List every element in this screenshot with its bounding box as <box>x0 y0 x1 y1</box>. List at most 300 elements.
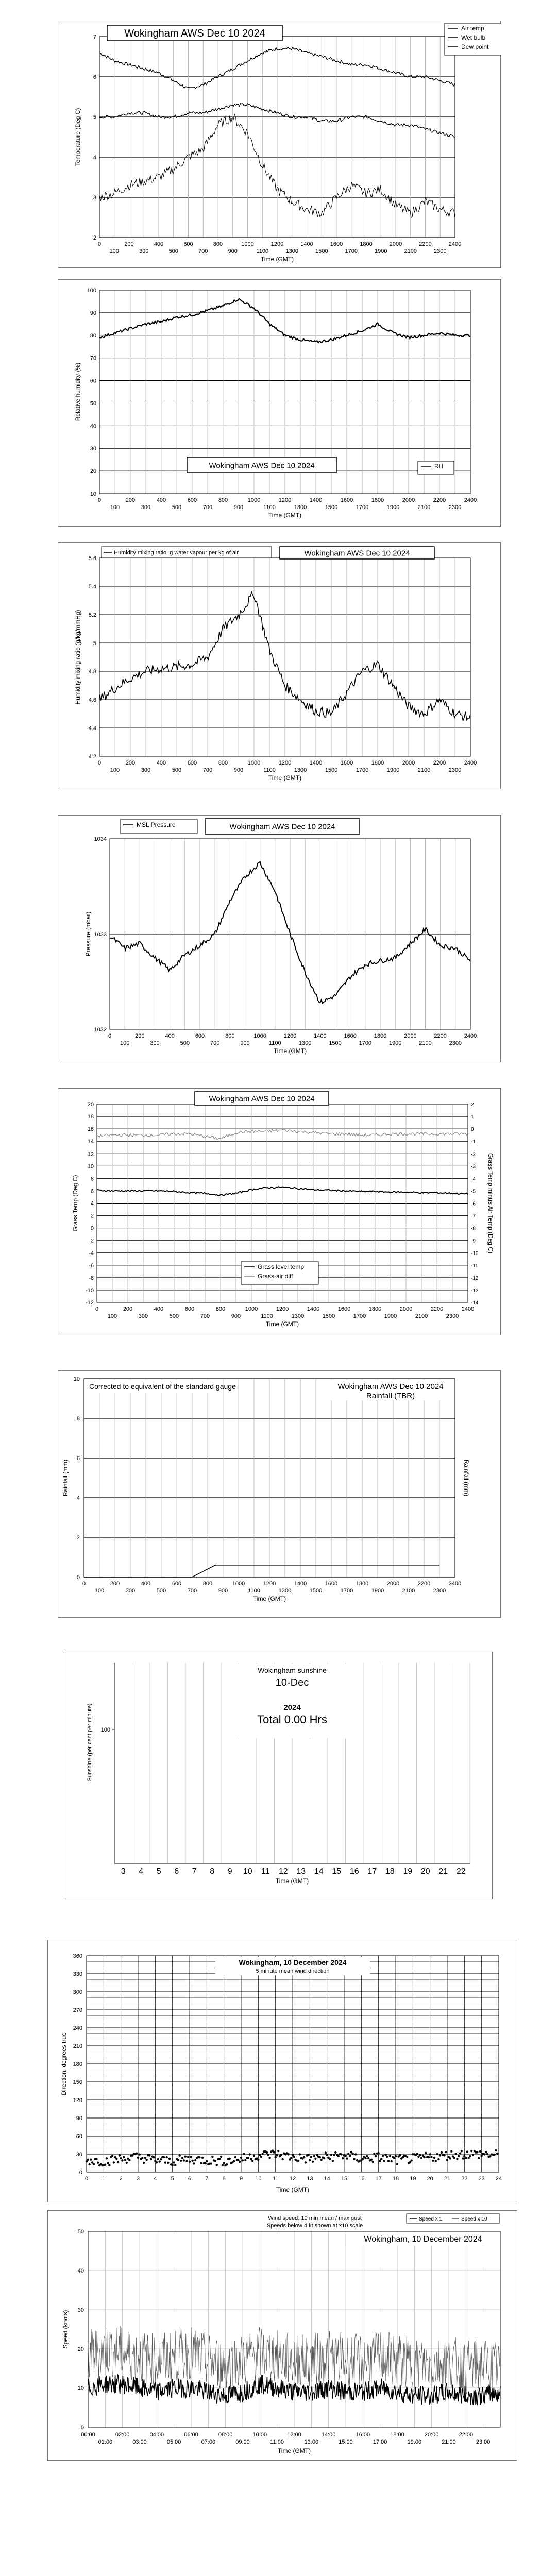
x-tick-label: 2200 <box>434 1033 447 1039</box>
chart-header: Wind speed: 10 min mean / max gust <box>268 2215 362 2222</box>
wind-direction-point <box>323 2157 325 2159</box>
wind-direction-point <box>183 2159 185 2161</box>
x-axis-label: Time (GMT) <box>273 1047 307 1055</box>
wind-direction-point <box>87 2159 89 2161</box>
wind-direction-point <box>153 2156 155 2158</box>
wind-direction-point <box>185 2160 188 2162</box>
x-tick-label: 2000 <box>404 1033 417 1039</box>
wind-direction-point <box>463 2155 465 2157</box>
x-tick-label: 10 <box>243 1867 252 1876</box>
wind-direction-point <box>495 2149 497 2151</box>
x-tick-label: 1000 <box>245 1306 258 1312</box>
wind-direction-point <box>297 2160 299 2162</box>
wind-direction-point <box>201 2157 204 2159</box>
wind-direction-point <box>156 2161 158 2163</box>
x-tick-label: 2000 <box>389 241 402 247</box>
x-tick-label: 0 <box>95 1306 99 1312</box>
wind-direction-point <box>362 2158 364 2160</box>
wind-direction-point <box>281 2158 283 2160</box>
legend-label: Speed x 1 <box>419 2216 443 2222</box>
wind-direction-point <box>373 2153 375 2155</box>
wind-direction-point <box>310 2156 312 2158</box>
y-right-tick-label: 0 <box>471 1127 474 1133</box>
wind-direction-point <box>260 2156 262 2158</box>
wind-direction-point <box>445 2151 447 2153</box>
x-tick-label: 0 <box>97 497 102 503</box>
y-tick-label: 30 <box>76 2151 82 2158</box>
x-axis-label: Time (GMT) <box>275 1877 309 1885</box>
wind-direction-point <box>111 2155 113 2157</box>
chart-year: 2024 <box>283 1703 301 1712</box>
wind-direction-point <box>456 2158 458 2160</box>
y-tick-label: 1032 <box>94 1027 107 1033</box>
x-tick-label: 4 <box>154 2176 157 2182</box>
wind-direction-point <box>299 2153 301 2155</box>
grass-temp-chart <box>58 1088 501 1335</box>
wind-direction-point <box>229 2158 231 2160</box>
x-tick-label: 1400 <box>314 1033 327 1039</box>
wind-direction-point <box>164 2161 166 2163</box>
wind-direction-point <box>198 2156 200 2158</box>
wind-direction-point <box>430 2156 432 2158</box>
wind-direction-point <box>333 2154 335 2156</box>
wind-direction-point <box>141 2157 143 2159</box>
y-tick-label: 330 <box>73 1971 82 1977</box>
x-tick-label: 1800 <box>368 1306 382 1312</box>
y-tick-label: 60 <box>90 378 96 384</box>
x-tick-label: 700 <box>202 767 213 773</box>
x-tick-label: 2300 <box>448 767 462 773</box>
wind-direction-point <box>449 2157 451 2159</box>
x-axis-label: Time (GMT) <box>252 1595 286 1602</box>
wind-direction-point <box>389 2155 391 2157</box>
y-axis-label: Speed (knots) <box>62 2310 69 2349</box>
wind-direction-point <box>139 2153 141 2155</box>
wind-direction-point <box>165 2156 167 2158</box>
x-tick-label: 1200 <box>270 241 284 247</box>
wind-direction-point <box>391 2160 393 2162</box>
wind-direction-point <box>329 2158 331 2160</box>
x-tick-label: 7 <box>192 1867 197 1876</box>
x-tick-label: 14 <box>314 1867 324 1876</box>
wind-speed-chart <box>47 2210 517 2461</box>
wind-direction-point <box>309 2159 311 2161</box>
x-tick-label: 05:00 <box>166 2439 181 2445</box>
chart-title: Wokingham AWS Dec 10 2024 <box>209 461 315 470</box>
x-tick-label: 900 <box>240 1040 250 1046</box>
wind-direction-point <box>216 2164 218 2166</box>
x-axis-label: Time (GMT) <box>268 512 302 519</box>
sunshine-svg <box>65 1652 493 1900</box>
wind-direction-point <box>409 2161 411 2163</box>
y-tick-label: 100 <box>87 287 96 294</box>
x-tick-label: 2200 <box>430 1306 444 1312</box>
legend-label: Grass level temp <box>258 1263 305 1270</box>
wind-direction-point <box>88 2163 90 2165</box>
wind-direction-point <box>276 2154 278 2156</box>
x-tick-label: 2100 <box>404 248 417 255</box>
x-tick-label: 100 <box>107 1313 117 1319</box>
temperature-chart <box>58 21 501 268</box>
wind-direction-point <box>292 2154 294 2156</box>
wind-direction-point <box>465 2157 467 2159</box>
y-right-axis-label: Rainfall (mm) <box>463 1459 470 1497</box>
x-tick-label: 200 <box>125 497 136 503</box>
x-tick-label: 17 <box>367 1867 377 1876</box>
wind-direction-point <box>476 2151 478 2153</box>
x-tick-label: 1100 <box>256 248 269 255</box>
wind-direction-point <box>437 2158 439 2160</box>
y-right-tick-label: -7 <box>471 1213 476 1219</box>
chart-subtitle: Rainfall (TBR) <box>366 1392 415 1400</box>
y-tick-label: 12 <box>87 1151 94 1158</box>
x-tick-label: 100 <box>94 1588 105 1594</box>
x-tick-label: 1500 <box>329 1040 342 1046</box>
wind-direction-point <box>483 2153 485 2155</box>
y-tick-label: 3 <box>93 195 96 201</box>
wind-direction-point <box>243 2153 245 2155</box>
wind-direction-point <box>233 2160 235 2162</box>
y-tick-label: 300 <box>73 1989 82 1995</box>
x-tick-label: 1700 <box>340 1588 353 1594</box>
wind-direction-point <box>178 2155 180 2157</box>
x-tick-label: 14:00 <box>321 2432 336 2438</box>
x-tick-label: 500 <box>168 248 178 255</box>
wind-direction-point <box>320 2159 322 2161</box>
x-tick-label: 1300 <box>278 1588 292 1594</box>
x-tick-label: 1100 <box>263 504 276 511</box>
y-tick-label: 5.2 <box>88 612 96 618</box>
wind-direction-point <box>453 2157 455 2159</box>
x-tick-label: 19 <box>403 1867 413 1876</box>
y-tick-label: 70 <box>90 355 96 362</box>
x-tick-label: 2100 <box>417 767 431 773</box>
wind-direction-point <box>191 2160 193 2162</box>
wind-direction-point <box>378 2152 380 2154</box>
chart-header2: Speeds below 4 kt shown at x10 scale <box>266 2223 363 2229</box>
wind-direction-point <box>273 2151 275 2153</box>
wind-direction-point <box>259 2154 261 2156</box>
x-tick-label: 2 <box>119 2176 123 2182</box>
wind-direction-point <box>95 2158 97 2160</box>
x-tick-label: 1300 <box>294 504 307 511</box>
x-tick-label: 0 <box>97 241 102 247</box>
y-axis-label: Pressure (mbar) <box>84 911 92 957</box>
wind-direction-point <box>275 2156 277 2158</box>
x-tick-label: 300 <box>141 767 151 773</box>
y-right-tick-label: -13 <box>471 1287 479 1294</box>
chart-title: Wokingham AWS Dec 10 2024 <box>124 28 265 40</box>
x-tick-label: 19 <box>410 2176 416 2182</box>
y-tick-label: 5.6 <box>88 555 96 562</box>
x-tick-label: 1600 <box>340 497 353 503</box>
y-tick-label: 0 <box>80 2425 84 2431</box>
x-tick-label: 1100 <box>261 1313 273 1319</box>
y-right-tick-label: 1 <box>471 1114 474 1121</box>
x-tick-label: 9 <box>239 2176 243 2182</box>
chart-date: 10-Dec <box>275 1677 309 1688</box>
y-tick-label: 10 <box>73 1376 80 1382</box>
x-tick-label: 1800 <box>360 241 373 247</box>
y-tick-label: 360 <box>73 1953 82 1959</box>
x-tick-label: 500 <box>172 767 182 773</box>
wind-direction-point <box>346 2157 348 2159</box>
x-tick-label: 300 <box>125 1588 136 1594</box>
wind-direction-point <box>126 2162 128 2164</box>
y-right-tick-label: -3 <box>471 1164 476 1170</box>
x-tick-label: 700 <box>200 1313 210 1319</box>
wind-direction-point <box>410 2159 412 2161</box>
x-tick-label: 11:00 <box>270 2439 284 2445</box>
x-tick-label: 300 <box>150 1040 160 1046</box>
wind-direction-point <box>419 2154 421 2156</box>
y-axis-label: Sunshine (per cent per minute) <box>87 1703 93 1782</box>
x-tick-label: 11 <box>272 2176 279 2182</box>
legend-label: Dew point <box>461 43 489 50</box>
y-tick-label: 20 <box>87 1101 94 1108</box>
x-tick-label: 1800 <box>374 1033 387 1039</box>
wind-direction-point <box>466 2150 468 2153</box>
x-tick-label: 23:00 <box>476 2439 491 2445</box>
x-tick-label: 1400 <box>309 497 323 503</box>
chart-title: Wokingham, 10 December 2024 <box>364 2235 482 2244</box>
y-tick-label: 8 <box>90 1176 94 1182</box>
wind-direction-point <box>177 2159 179 2161</box>
wind-direction-point <box>251 2160 253 2162</box>
x-tick-label: 1800 <box>371 760 384 766</box>
x-tick-label: 0 <box>82 1581 86 1587</box>
wind-direction-point <box>187 2156 189 2158</box>
x-tick-label: 1400 <box>300 241 313 247</box>
x-tick-label: 18 <box>385 1867 395 1876</box>
y-tick-label: 4.8 <box>88 669 96 675</box>
wind-direction-point <box>313 2155 315 2157</box>
x-tick-label: 21:00 <box>442 2439 456 2445</box>
wind-direction-point <box>120 2157 122 2159</box>
wind-direction-point <box>312 2161 314 2163</box>
y-right-tick-label: -12 <box>471 1275 479 1281</box>
mixing-ratio-chart <box>58 542 501 789</box>
y-right-tick-label: -9 <box>471 1238 476 1244</box>
x-tick-label: 23 <box>478 2176 485 2182</box>
wind-direction-point <box>455 2153 457 2155</box>
wind-direction-point <box>121 2159 123 2161</box>
y-tick-label: 6 <box>93 74 96 80</box>
y-tick-label: 4.2 <box>88 754 96 760</box>
wind-direction-point <box>468 2157 470 2159</box>
y-right-tick-label: -6 <box>471 1201 476 1207</box>
x-tick-label: 200 <box>125 760 136 766</box>
x-tick-label: 400 <box>154 241 164 247</box>
wind-direction-point <box>108 2164 110 2166</box>
wind-direction-point <box>148 2154 150 2156</box>
wind-direction-point <box>352 2153 354 2155</box>
wind-direction-point <box>428 2156 430 2158</box>
wind-direction-point <box>406 2156 408 2158</box>
wind-direction-point <box>206 2160 208 2162</box>
temperature-svg <box>58 21 501 268</box>
x-tick-label: 22:00 <box>459 2432 474 2438</box>
x-tick-label: 1000 <box>253 1033 266 1039</box>
wind-direction-point <box>106 2157 108 2159</box>
x-tick-label: 1900 <box>388 1040 402 1046</box>
x-tick-label: 14 <box>324 2176 330 2182</box>
x-tick-label: 100 <box>110 767 120 773</box>
wind-direction-point <box>367 2157 369 2159</box>
wind-direction-point <box>239 2161 241 2163</box>
y-tick-label: 5.4 <box>88 584 96 590</box>
x-tick-label: 5 <box>156 1867 161 1876</box>
x-tick-label: 10 <box>255 2176 262 2182</box>
wind-direction-point <box>347 2153 349 2155</box>
wind-direction-point <box>479 2150 481 2153</box>
x-tick-label: 1000 <box>247 760 261 766</box>
x-tick-label: 600 <box>183 241 193 247</box>
wind-direction-point <box>439 2154 441 2156</box>
x-tick-label: 800 <box>225 1033 235 1039</box>
wind-direction-point <box>124 2159 126 2161</box>
y-tick-label: 90 <box>90 310 96 316</box>
wind-direction-point <box>218 2158 221 2160</box>
wind-direction-point <box>429 2153 431 2155</box>
wind-direction-point <box>326 2154 328 2156</box>
x-tick-label: 8 <box>222 2176 226 2182</box>
x-tick-label: 2300 <box>446 1313 459 1319</box>
x-tick-label: 1000 <box>232 1581 245 1587</box>
x-axis-label: Time (GMT) <box>277 2447 311 2454</box>
wind-direction-point <box>441 2151 443 2154</box>
wind-direction-point <box>280 2154 282 2156</box>
wind-direction-point <box>240 2157 242 2159</box>
wind-direction-point <box>446 2159 448 2161</box>
y-tick-label: 180 <box>73 2061 82 2067</box>
x-tick-label: 1600 <box>340 760 353 766</box>
y-tick-label: 40 <box>90 423 96 430</box>
wind-direction-point <box>486 2153 488 2155</box>
y-tick-label: -12 <box>86 1300 94 1306</box>
x-tick-label: 1700 <box>353 1313 366 1319</box>
y-tick-label: -6 <box>89 1262 94 1269</box>
wind-direction-point <box>436 2153 438 2155</box>
x-tick-label: 600 <box>172 1581 182 1587</box>
y-tick-label: 6 <box>90 1188 94 1195</box>
x-tick-label: 1900 <box>371 1588 384 1594</box>
grass-temp-svg <box>58 1089 501 1336</box>
y-right-tick-label: -5 <box>471 1189 476 1195</box>
x-tick-label: 900 <box>233 767 244 773</box>
x-tick-label: 600 <box>184 1306 195 1312</box>
y-tick-label: 0 <box>79 2170 82 2176</box>
wind-direction-point <box>290 2157 292 2159</box>
wind-direction-point <box>247 2157 249 2159</box>
y-tick-label: 100 <box>100 1727 110 1733</box>
wind-direction-point <box>489 2155 491 2157</box>
x-tick-label: 800 <box>202 1581 213 1587</box>
wind-direction-point <box>90 2159 92 2161</box>
wind-direction-point <box>257 2159 259 2161</box>
y-tick-label: 60 <box>76 2133 82 2140</box>
x-tick-label: 500 <box>156 1588 166 1594</box>
wind-direction-point <box>303 2156 305 2158</box>
wind-direction-point <box>435 2160 437 2162</box>
x-tick-label: 2300 <box>434 248 447 255</box>
x-tick-label: 700 <box>210 1040 220 1046</box>
wind-direction-point <box>262 2153 264 2155</box>
x-tick-label: 2300 <box>448 504 462 511</box>
y-tick-label: 4 <box>93 155 96 161</box>
x-tick-label: 800 <box>213 241 223 247</box>
x-tick-label: 1800 <box>371 497 384 503</box>
wind-direction-point <box>478 2157 480 2159</box>
wind-direction-point <box>293 2156 295 2158</box>
y-tick-label: 4 <box>76 1495 80 1501</box>
x-tick-label: 4 <box>139 1867 144 1876</box>
y-tick-label: 4.6 <box>88 697 96 703</box>
wind-direction-point <box>370 2159 373 2161</box>
x-tick-label: 1700 <box>356 767 369 773</box>
y-right-tick-label: -4 <box>471 1176 476 1182</box>
x-tick-label: 09:00 <box>235 2439 250 2445</box>
wind-direction-point <box>365 2157 367 2159</box>
wind-direction-point <box>387 2160 390 2162</box>
wind-direction-point <box>222 2164 224 2166</box>
x-tick-label: 22 <box>461 2176 468 2182</box>
wind-direction-point <box>113 2161 115 2163</box>
x-tick-label: 1900 <box>384 1313 397 1319</box>
x-tick-label: 2200 <box>417 1581 431 1587</box>
y-tick-label: 4.4 <box>88 725 96 732</box>
x-tick-label: 200 <box>135 1033 145 1039</box>
x-tick-label: 1500 <box>322 1313 335 1319</box>
wind-direction-point <box>277 2150 279 2152</box>
wind-direction-point <box>305 2161 307 2163</box>
wind-direction-point <box>250 2158 252 2160</box>
x-tick-label: 2100 <box>415 1313 428 1319</box>
y-tick-label: 20 <box>77 2346 84 2352</box>
wind-direction-point <box>249 2153 251 2155</box>
wind-direction-point <box>307 2154 309 2156</box>
x-tick-label: 800 <box>218 760 228 766</box>
wind-direction-point <box>382 2155 384 2157</box>
wind-direction-point <box>485 2151 487 2153</box>
x-tick-label: 22 <box>456 1867 466 1876</box>
wind-direction-point <box>334 2151 336 2154</box>
rainfall-chart <box>58 1370 501 1618</box>
y-tick-label: -4 <box>89 1250 94 1257</box>
sunshine-chart <box>65 1652 493 1899</box>
wind-direction-point <box>353 2158 355 2160</box>
x-tick-label: 2000 <box>386 1581 400 1587</box>
wind-direction-point <box>172 2164 174 2166</box>
pressure-chart <box>58 815 501 1062</box>
legend-label: Grass-air diff <box>258 1273 293 1280</box>
y-tick-label: 120 <box>73 2097 82 2104</box>
x-tick-label: 2400 <box>464 760 477 766</box>
x-tick-label: 12 <box>278 1867 288 1876</box>
x-tick-label: 6 <box>188 2176 192 2182</box>
x-tick-label: 04:00 <box>149 2432 164 2438</box>
y-tick-label: 2 <box>93 235 96 241</box>
wind-direction-point <box>461 2150 463 2152</box>
y-tick-label: 14 <box>87 1139 94 1145</box>
x-tick-label: 12 <box>289 2176 296 2182</box>
wind-direction-point <box>93 2163 95 2165</box>
legend-label: Wet bulb <box>461 34 486 41</box>
wind-direction-point <box>462 2157 464 2159</box>
y-axis-label: Grass Temp (Deg C) <box>72 1175 79 1232</box>
y-tick-label: 270 <box>73 2007 82 2013</box>
x-tick-label: 9 <box>227 1867 232 1876</box>
